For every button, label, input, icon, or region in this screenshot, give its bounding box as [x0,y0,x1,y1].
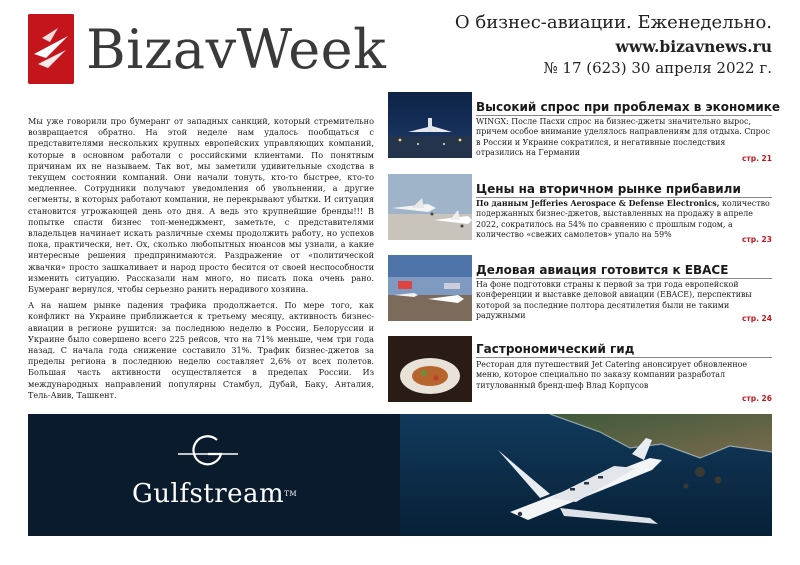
news-rule-3 [476,278,772,279]
gulfstream-wordmark [132,480,297,508]
news-title-2[interactable]: Цены на вторичном рынке прибавили [476,182,741,196]
news-thumb-jets-lineup[interactable] [388,174,472,240]
news-title-1[interactable]: Высокий спрос при проблемах в экономике [476,100,781,114]
editorial-column [28,116,374,406]
jet-over-coast-photo-icon [400,414,772,536]
news-thumb-runway-jet[interactable] [388,92,472,158]
news-page-link-3[interactable]: стр. 24 [741,314,772,323]
news-rule-4 [476,357,772,358]
news-page-link-2[interactable]: стр. 23 [741,235,772,244]
editorial-paragraph: Мы уже говорили про бумеранг от западных санкций, который стремительно возвращается обратно. На этой неделе нам удалось пообщаться с представителями нескольких крупных европейских управляющих компаний, которые в основном работали с российскими клиентами. По понятным причинам их не называем. Так вот, мы заметили удивительные сходства в текущем состоянии компаний. Они начали тонуть, кто-то быстрее, кто-то медленнее. Сотрудники получают уведомления об увольнении, а другие сегменты, в которых работают компании, не перекрывают убытки. И ситуация становится угрожающей день ото дня. А ведь это крупнейшие бренды!!! В попытке спасти бизнес топ-менеджмент, заметьте, с представителями владельцев начинает искать различные схемы продолжить работу, но успехов пока, практически, нет. Ох, сколько любопытных нюансов мы узнали, а какие интересные решения предпринимаются. Раздражение от «политической жвачки» просто зашкаливает и народ просто бесится от своей неспособности изменить ситуацию. Рассказали нам много, но писать пока очень рано. Бумеранг вернулся, чтобы серьезно ранить нерадивого хозяина. [28,116,374,295]
news-rule-1 [476,115,772,116]
news-thumb-gastronomy[interactable] [388,336,472,402]
editorial-paragraph: А на нашем рынке падения трафика продолжается. По мере того, как конфликт на Украине приближается к третьему месяцу, активность бизнес-авиации в регионе рушится: за последнюю неделю в России, Белоруссии и Украине было совершено всего 225 рейсов, что на 71% меньше, чем три года назад. С начала года снижение составило 31%. Трафик бизнес-джетов за пределы региона в последнюю неделю составляет 2,6% от всех полетов. Большая часть активности осуществляется в пределах России. Из международных направлений популярны Стамбул, Дубай, Баку, Анталия, Тель-Авив, Ташкент. [28,300,374,400]
logo-wings-icon [28,14,74,84]
gulfstream-name: Gulfstream [132,479,285,509]
news-rule-2 [476,197,772,198]
ebace-exhibition-photo-icon [388,255,472,321]
news-body-2: количество подержанных бизнес-джетов, выставленных на продажу в апреле 2022, сократилось на 54% по сравнению с прошлым годом, а количество «свежих самолетов» упало на 59% [476,199,770,240]
news-text-3: На фоне подготовки страны к первой за три года европейской конференции и выставке деловой авиации (EBACE), перспективы которой за последние полтора десятилетия были не такими радужными [476,280,752,321]
bizavweek-logo[interactable] [28,14,74,84]
gastronomy-photo-icon [388,336,472,402]
jets-lineup-photo-icon [388,174,472,240]
news-text-2 [476,199,772,241]
issue-number: № 17 (623) 30 апреля 2022 г. [543,59,772,77]
news-text-4: Ресторан для путешествий Jet Catering анонсирует обновленное меню, которое специально по заказу компании разработал титулованный бренд-шеф Влад Корпусов [476,360,748,390]
news-title-3[interactable]: Деловая авиация готовится к EBACE [476,263,729,277]
site-link[interactable]: www.bizavnews.ru [615,37,772,56]
news-title-4[interactable]: Гастрономический гид [476,342,635,356]
gulfstream-trademark: TM [284,490,298,498]
gulfstream-jet-photo[interactable] [400,414,772,536]
news-lead-2: По данным Jefferies Aerospace & Defense Electronics, [476,199,720,208]
news-page-link-4[interactable]: стр. 26 [741,394,772,403]
news-thumb-ebace-exhibition[interactable] [388,255,472,321]
tagline: О бизнес-авиации. Еженедельно. [454,12,772,33]
gulfstream-emblem-icon [178,432,238,472]
news-text-1: WINGX: После Пасхи спрос на бизнес-джеты значительно вырос, причем особое внимание уделялось направлениям для отдыха. Спрос в России и Украине сократился, и негативные последствия отразились на Германии [476,117,770,158]
brand-wordmark: BizavWeek [86,18,387,81]
runway-jet-photo-icon [388,92,472,158]
news-page-link-1[interactable]: стр. 21 [741,154,772,163]
